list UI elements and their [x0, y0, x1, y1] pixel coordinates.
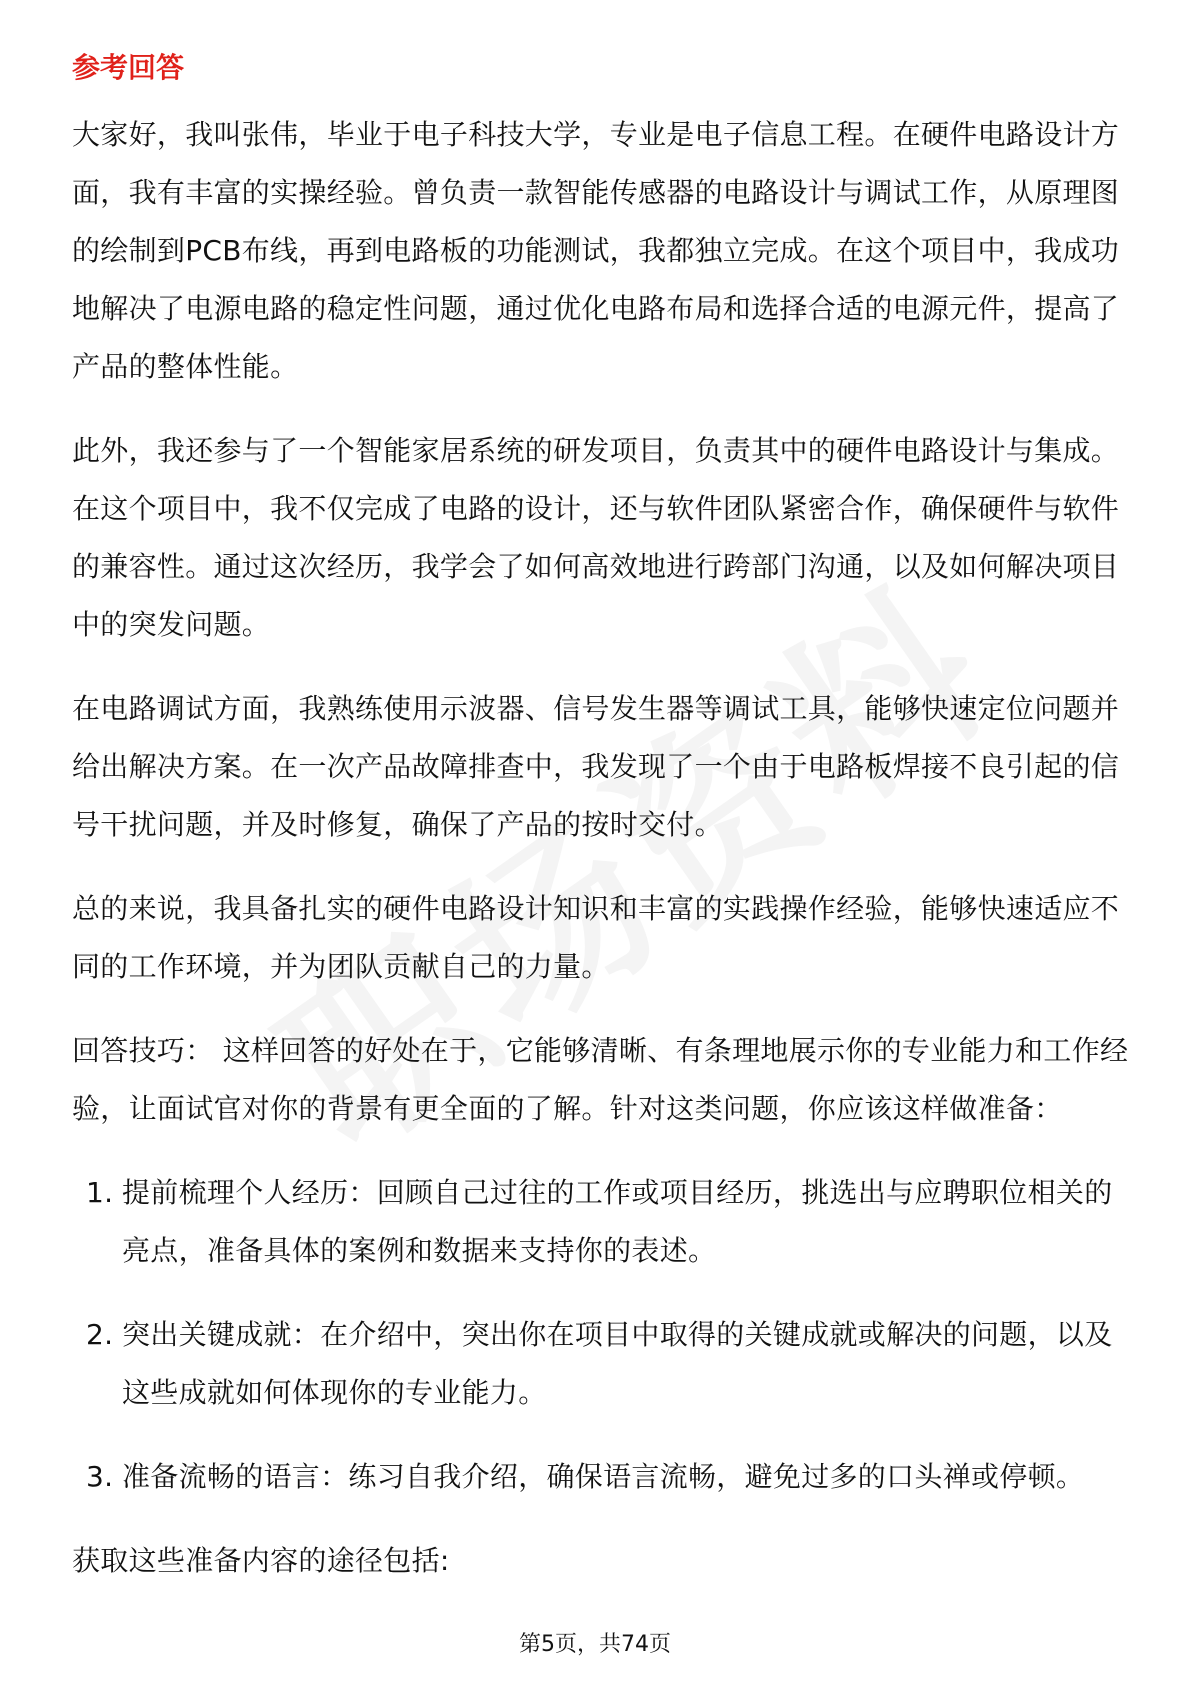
paragraph-closing: 获取这些准备内容的途径包括:	[72, 1544, 450, 1577]
list-number: 2.	[86, 1318, 114, 1351]
paragraph-summary: 总的来说，我具备扎实的硬件电路设计知识和丰富的实践操作经验，能够快速适应不同的工作环境，并为团队贡献自己的力量。	[72, 892, 1120, 983]
list-item-text: 突出关键成就：在介绍中，突出你在项目中取得的关键成就或解决的问题，以及这些成就如何体现你的专业能力。	[122, 1318, 1113, 1409]
list-number: 3.	[86, 1460, 114, 1493]
paragraph-debugging: 在电路调试方面，我熟练使用示波器、信号发生器等调试工具，能够快速定位问题并给出解决方案。在一次产品故障排查中，我发现了一个由于电路板焊接不良引起的信号干扰问题，并及时修复，确保了产品的按时交付。	[72, 692, 1120, 841]
list-item	[72, 1164, 1132, 1280]
paragraph-intro: 大家好，我叫张伟，毕业于电子科技大学，专业是电子信息工程。在硬件电路设计方面，我有丰富的实操经验。曾负责一款智能传感器的电路设计与调试工作，从原理图的绘制到PCB布线，再到电路板的功能测试，我都独立完成。在这个项目中，我成功地解决了电源电路的稳定性问题，通过优化电路布局和选择合适的电源元件，提高了产品的整体性能。	[72, 118, 1120, 383]
list-number: 1.	[86, 1176, 114, 1209]
list-item	[72, 1448, 1132, 1506]
paragraph-smart-home: 此外，我还参与了一个智能家居系统的研发项目，负责其中的硬件电路设计与集成。在这个项目中，我不仅完成了电路的设计，还与软件团队紧密合作，确保硬件与软件的兼容性。通过这次经历，我学会了如何高效地进行跨部门沟通，以及如何解决项目中的突发问题。	[72, 434, 1120, 641]
section-heading: 参考回答	[72, 51, 185, 84]
document-body	[72, 44, 1132, 1616]
list-item-text: 提前梳理个人经历：回顾自己过往的工作或项目经历，挑选出与应聘职位相关的亮点，准备具体的案例和数据来支持你的表述。	[122, 1176, 1113, 1267]
paragraph-tips: 回答技巧： 这样回答的好处在于，它能够清晰、有条理地展示你的专业能力和工作经验，让面试官对你的背景有更全面的了解。针对这类问题，你应该这样做准备：	[72, 1034, 1129, 1125]
list-item	[72, 1306, 1132, 1422]
page-number: 第5页，共74页	[519, 1632, 671, 1657]
tips-list	[72, 1164, 1132, 1506]
list-item-text: 准备流畅的语言：练习自我介绍，确保语言流畅，避免过多的口头禅或停顿。	[122, 1460, 1085, 1493]
